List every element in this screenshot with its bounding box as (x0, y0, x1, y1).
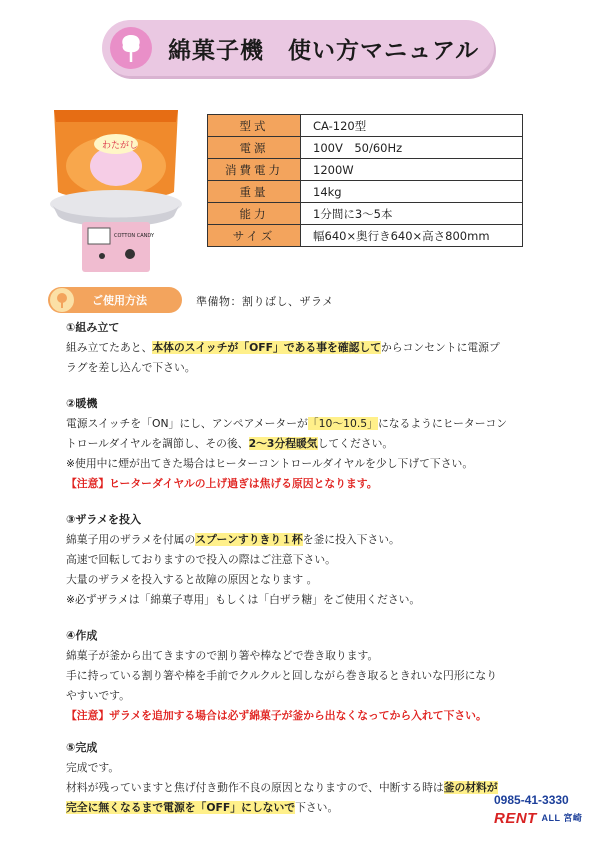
section-text: 大量のザラメを投入すると故障の原因となります 。 (66, 573, 318, 586)
title-banner (102, 20, 494, 76)
section-text: 材料が残っていますと焦げ付き動作不良の原因となりますので、中断する時は釜の材料が (66, 781, 498, 794)
cotton-candy-machine-image (46, 104, 186, 274)
section-sugar (66, 510, 556, 610)
table-row (208, 181, 523, 203)
spec-value: 1分間に3～5本 (301, 203, 523, 225)
section-text: やすいです。 (66, 689, 130, 702)
highlight-text: 2～3分程暖気 (248, 437, 318, 450)
cotton-candy-icon (50, 288, 74, 312)
table-row (208, 225, 523, 247)
spec-value: 幅640×奥行き640×高さ800mm (301, 225, 523, 247)
section-text: 手に持っている割り箸や棒を手前でクルクルと回しながら巻き取るときれいな円形になり (66, 669, 498, 682)
warning-text: 【注意】ザラメを追加する場合は必ず綿菓子が釜から出なくなってから入れて下さい。 (66, 709, 487, 722)
highlight-text: スプーンすりきり１杯 (195, 533, 303, 546)
spec-key: 型式 (208, 115, 301, 137)
section-text: 完成です。 (66, 761, 120, 774)
spec-key: サイズ (208, 225, 301, 247)
spec-key: 能力 (208, 203, 301, 225)
section-text: 綿菓子が釜から出てきますので割り箸や棒などで巻き取ります。 (66, 649, 379, 662)
table-row (208, 137, 523, 159)
table-row (208, 159, 523, 181)
page-title: 綿菓子機 使い方マニュアル (168, 38, 480, 64)
section-text: 電源スイッチを「ON」にし、アンペアメーターが「10～10.5」になるようにヒーターコン (66, 417, 508, 430)
prep-items: 準備物：割りばし、ザラメ (196, 295, 334, 308)
spec-key: 電源 (208, 137, 301, 159)
highlight-text: 釜の材料が (443, 781, 498, 794)
section-text: 完全に無くなるまで電源を「OFF」にしないで下さい。 (66, 801, 339, 814)
spec-value: 14kg (301, 181, 523, 203)
spec-table (207, 114, 523, 247)
section-text: 高速で回転しておりますので投入の際はご注意下さい。 (66, 553, 336, 566)
spec-value: 1200W (301, 159, 523, 181)
highlight-text: 本体のスイッチが「OFF」である事を確認して (152, 341, 382, 354)
spec-key: 消費電力 (208, 159, 301, 181)
section-text: トロールダイヤルを調節し、その後、2～3分程暖気してください。 (66, 437, 394, 450)
drum-label: わたがし (102, 141, 139, 151)
phone-number: 0985-41-3330 (494, 793, 569, 807)
section-heading: ④作成 (66, 629, 98, 642)
section-heading: ②暖機 (66, 397, 98, 410)
cotton-candy-icon (110, 27, 152, 69)
section-finish (66, 738, 556, 818)
section-assembly (66, 318, 556, 378)
table-row (208, 203, 523, 225)
section-text: 綿菓子用のザラメを付属のスプーンすりきり１杯を釜に投入下さい。 (66, 533, 400, 546)
section-heading: ③ザラメを投入 (66, 513, 141, 526)
panel-label: COTTON CANDY (114, 233, 154, 239)
highlight-text: 「10～10.5」 (307, 417, 378, 430)
section-make (66, 626, 556, 726)
warning-text: 【注意】ヒーターダイヤルの上げ過ぎは焦げる原因となります。 (66, 477, 378, 490)
section-text: ラグを差し込んで下さい。 (66, 361, 196, 374)
section-heading: ①組み立て (66, 321, 120, 334)
section-warmup (66, 394, 556, 494)
company-logo: RENT ALL 宮崎 (494, 810, 583, 827)
usage-label: ご使用方法 (92, 294, 147, 307)
spec-value: 100V 50/60Hz (301, 137, 523, 159)
section-text: 組み立てたあと、本体のスイッチが「OFF」である事を確認してからコンセントに電源プ (66, 341, 500, 354)
usage-header (48, 287, 182, 313)
spec-value: CA-120型 (301, 115, 523, 137)
spec-key: 重量 (208, 181, 301, 203)
table-row (208, 115, 523, 137)
section-heading: ⑤完成 (66, 741, 98, 754)
section-note: ※必ずザラメは「綿菓子専用」もしくは「白ザラ糖」をご使用ください。 (66, 593, 421, 606)
highlight-text: 完全に無くなるまで電源を「OFF」にしないで (66, 801, 296, 814)
section-note: ※使用中に煙が出てきた場合はヒーターコントロールダイヤルを少し下げて下さい。 (66, 457, 474, 470)
